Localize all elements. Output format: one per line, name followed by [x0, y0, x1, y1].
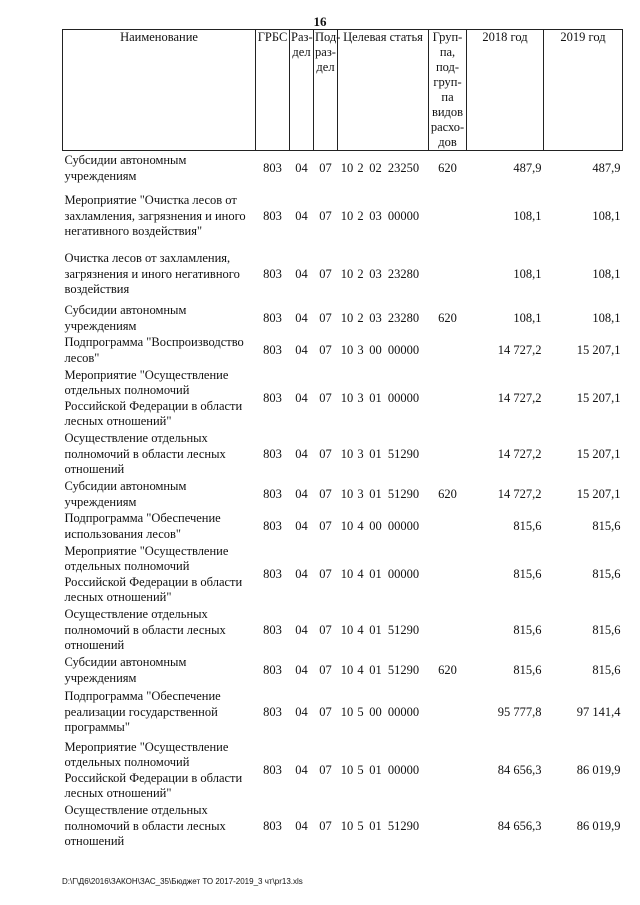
row-target-event: 01	[369, 818, 382, 833]
row-amount-2019: 487,9	[592, 161, 621, 175]
header-razdel: Раз- дел	[290, 30, 314, 151]
row-name: Подпрограмма "Обеспечение использования лесов"	[64, 511, 221, 541]
row-target-program: 10	[340, 342, 354, 357]
row-name: Субсидии автономным учреждениям	[64, 153, 187, 183]
row-razdel: 04	[295, 310, 308, 325]
row-amount-2019: 97 141,4	[576, 704, 621, 719]
row-target-subprogram: 5	[357, 762, 364, 777]
row-amount-2018: 95 777,8	[497, 704, 542, 719]
header-podrazdel: Под- раз- дел	[314, 30, 338, 151]
row-razdel: 04	[295, 266, 308, 281]
header-target-article: Целевая статья	[338, 30, 429, 151]
row-podrazdel: 07	[319, 518, 332, 533]
table-row	[63, 607, 623, 655]
row-name: Осуществление отдельных полномочий в области лесных отношений	[64, 607, 226, 653]
table-row	[63, 247, 623, 303]
row-amount-2018: 815,6	[513, 566, 542, 581]
row-name: Подпрограмма "Обеспечение реализации государственной программы"	[64, 689, 221, 735]
row-target-direction: 23280	[387, 266, 420, 281]
row-expense-group: 620	[438, 310, 457, 325]
row-razdel: 04	[295, 342, 308, 357]
row-podrazdel: 07	[319, 161, 332, 175]
row-razdel: 04	[295, 622, 308, 637]
row-target-direction: 00000	[387, 566, 420, 581]
row-target-article	[338, 479, 429, 511]
row-name: Осуществление отдельных полномочий в области лесных отношений	[64, 803, 226, 849]
row-target-program: 10	[340, 310, 354, 325]
row-target-subprogram: 5	[357, 704, 364, 719]
row-razdel: 04	[295, 486, 308, 501]
row-target-program: 10	[340, 762, 354, 777]
table-row	[63, 803, 623, 851]
row-target-program: 10	[340, 622, 354, 637]
table-row	[63, 543, 623, 607]
row-grbs: 803	[263, 704, 282, 719]
row-grbs: 803	[263, 566, 282, 581]
row-target-event: 03	[369, 310, 382, 325]
row-target-event: 00	[369, 342, 382, 357]
row-target-article	[338, 511, 429, 543]
row-podrazdel: 07	[319, 762, 332, 777]
row-target-event: 00	[369, 518, 382, 533]
row-amount-2018: 14 727,2	[497, 342, 542, 357]
row-target-program: 10	[340, 208, 354, 223]
row-target-event: 03	[369, 266, 382, 281]
row-target-direction: 23250	[387, 161, 420, 175]
row-target-article	[338, 803, 429, 851]
row-target-subprogram: 3	[357, 486, 364, 501]
row-target-subprogram: 4	[357, 622, 364, 637]
row-target-subprogram: 4	[357, 518, 364, 533]
row-amount-2019: 15 207,1	[576, 390, 621, 405]
header-name: Наименование	[63, 30, 256, 151]
table-row	[63, 151, 623, 187]
row-target-program: 10	[340, 446, 354, 461]
row-amount-2019: 86 019,9	[576, 762, 621, 777]
row-amount-2019: 108,1	[592, 208, 621, 223]
row-grbs: 803	[263, 446, 282, 461]
row-name: Субсидии автономным учреждениям	[64, 479, 187, 509]
row-amount-2018: 84 656,3	[497, 818, 542, 833]
row-target-article	[338, 607, 429, 655]
row-target-event: 01	[369, 486, 382, 501]
row-target-direction: 00000	[387, 208, 420, 223]
row-razdel: 04	[295, 446, 308, 461]
row-amount-2019: 815,6	[592, 518, 621, 533]
row-target-direction: 51290	[387, 662, 420, 677]
row-amount-2019: 108,1	[592, 266, 621, 281]
row-amount-2018: 14 727,2	[497, 446, 542, 461]
row-target-article	[338, 247, 429, 303]
row-razdel: 04	[295, 518, 308, 533]
file-path-footer: D:\Г\Д6\2016\ЗАКОН\ЗАС_35\Бюджет ТО 2017-2019_3 чт\pr13.xls	[62, 877, 303, 886]
row-target-direction: 00000	[387, 762, 420, 777]
row-amount-2018: 84 656,3	[497, 762, 542, 777]
row-podrazdel: 07	[319, 818, 332, 833]
row-grbs: 803	[263, 818, 282, 833]
row-podrazdel: 07	[319, 208, 332, 223]
row-target-event: 02	[369, 161, 382, 175]
row-target-event: 01	[369, 662, 382, 677]
row-target-event: 00	[369, 704, 382, 719]
row-name: Субсидии автономным учреждениям	[64, 303, 187, 333]
row-target-direction: 00000	[387, 342, 420, 357]
table-row	[63, 431, 623, 479]
row-target-event: 01	[369, 390, 382, 405]
row-podrazdel: 07	[319, 342, 332, 357]
row-podrazdel: 07	[319, 446, 332, 461]
row-grbs: 803	[263, 622, 282, 637]
row-expense-group: 620	[438, 486, 457, 501]
row-podrazdel: 07	[319, 622, 332, 637]
table-row	[63, 655, 623, 687]
row-podrazdel: 07	[319, 566, 332, 581]
row-target-subprogram: 3	[357, 342, 364, 357]
row-target-event: 01	[369, 622, 382, 637]
header-year-2019: 2019 год	[544, 30, 623, 151]
row-target-direction: 00000	[387, 518, 420, 533]
row-target-subprogram: 4	[357, 566, 364, 581]
row-podrazdel: 07	[319, 704, 332, 719]
row-expense-group	[429, 739, 467, 803]
row-target-article	[338, 543, 429, 607]
row-amount-2019: 815,6	[592, 566, 621, 581]
row-amount-2019: 815,6	[592, 662, 621, 677]
row-amount-2018: 14 727,2	[497, 486, 542, 501]
row-amount-2019: 15 207,1	[576, 342, 621, 357]
row-podrazdel: 07	[319, 390, 332, 405]
row-name: Осуществление отдельных полномочий в области лесных отношений	[64, 431, 226, 477]
row-target-event: 03	[369, 208, 382, 223]
row-target-article	[338, 303, 429, 335]
row-name: Мероприятие "Осуществление отдельных полномочий Российской Федерации в области лесных отношений"	[64, 367, 243, 428]
row-target-program: 10	[340, 390, 354, 405]
row-podrazdel: 07	[319, 310, 332, 325]
row-razdel: 04	[295, 818, 308, 833]
row-target-program: 10	[340, 266, 354, 281]
row-name: Мероприятие "Осуществление отдельных полномочий Российской Федерации в области лесных отношений"	[64, 543, 243, 604]
row-target-subprogram: 2	[357, 310, 364, 325]
row-podrazdel: 07	[319, 662, 332, 677]
row-razdel: 04	[295, 762, 308, 777]
row-target-event: 01	[369, 566, 382, 581]
row-target-program: 10	[340, 662, 354, 677]
row-grbs: 803	[263, 662, 282, 677]
row-name: Мероприятие "Осуществление отдельных полномочий Российской Федерации в области лесных отношений"	[64, 739, 243, 800]
row-amount-2018: 815,6	[513, 662, 542, 677]
table-row	[63, 511, 623, 543]
row-target-subprogram: 3	[357, 390, 364, 405]
row-amount-2018: 815,6	[513, 622, 542, 637]
row-target-event: 01	[369, 446, 382, 461]
row-expense-group	[429, 247, 467, 303]
row-amount-2018: 487,9	[513, 161, 542, 175]
budget-table	[62, 29, 623, 851]
row-amount-2019: 86 019,9	[576, 818, 621, 833]
row-target-article	[338, 687, 429, 739]
row-amount-2018: 108,1	[513, 208, 542, 223]
table-row	[63, 479, 623, 511]
table-row	[63, 687, 623, 739]
table-row	[63, 303, 623, 335]
row-target-direction: 51290	[387, 486, 420, 501]
row-grbs: 803	[263, 518, 282, 533]
row-target-program: 10	[340, 704, 354, 719]
row-amount-2018: 815,6	[513, 518, 542, 533]
row-target-subprogram: 2	[357, 208, 364, 223]
row-grbs: 803	[263, 342, 282, 357]
row-target-article	[338, 187, 429, 247]
row-target-article	[338, 655, 429, 687]
row-grbs: 803	[263, 486, 282, 501]
row-expense-group	[429, 187, 467, 247]
row-target-program: 10	[340, 566, 354, 581]
row-grbs: 803	[263, 390, 282, 405]
row-target-subprogram: 2	[357, 161, 364, 175]
row-grbs: 803	[263, 161, 282, 175]
header-grbs: ГРБС	[256, 30, 290, 151]
row-grbs: 803	[263, 762, 282, 777]
row-target-article	[338, 431, 429, 479]
row-razdel: 04	[295, 208, 308, 223]
row-target-article	[338, 739, 429, 803]
table-row	[63, 739, 623, 803]
row-expense-group	[429, 543, 467, 607]
row-grbs: 803	[263, 266, 282, 281]
row-podrazdel: 07	[319, 486, 332, 501]
row-target-direction: 51290	[387, 446, 420, 461]
row-target-article	[338, 335, 429, 367]
table-row	[63, 367, 623, 431]
row-target-subprogram: 2	[357, 266, 364, 281]
row-razdel: 04	[295, 161, 308, 175]
row-target-direction: 23280	[387, 310, 420, 325]
header-expense-group: Груп- па, под- груп- па видов расхо- дов	[429, 30, 467, 151]
row-grbs: 803	[263, 310, 282, 325]
row-amount-2019: 15 207,1	[576, 486, 621, 501]
row-target-program: 10	[340, 161, 354, 175]
row-grbs: 803	[263, 208, 282, 223]
row-target-program: 10	[340, 486, 354, 501]
row-razdel: 04	[295, 390, 308, 405]
row-amount-2019: 15 207,1	[576, 446, 621, 461]
row-target-direction: 51290	[387, 818, 420, 833]
row-expense-group: 620	[438, 662, 457, 677]
row-expense-group	[429, 511, 467, 543]
row-razdel: 04	[295, 566, 308, 581]
row-target-direction: 00000	[387, 704, 420, 719]
row-target-direction: 00000	[387, 390, 420, 405]
row-expense-group	[429, 607, 467, 655]
table-header-row	[63, 30, 623, 151]
row-amount-2018: 108,1	[513, 310, 542, 325]
row-target-direction: 51290	[387, 622, 420, 637]
row-amount-2019: 108,1	[592, 310, 621, 325]
row-expense-group	[429, 687, 467, 739]
row-amount-2018: 108,1	[513, 266, 542, 281]
row-target-program: 10	[340, 518, 354, 533]
row-expense-group	[429, 367, 467, 431]
row-expense-group	[429, 335, 467, 367]
row-podrazdel: 07	[319, 266, 332, 281]
header-year-2018: 2018 год	[467, 30, 544, 151]
row-amount-2019: 815,6	[592, 622, 621, 637]
page-number: 16	[313, 14, 327, 29]
table-row	[63, 335, 623, 367]
row-name: Подпрограмма "Воспроизводство лесов"	[64, 335, 244, 365]
row-expense-group	[429, 803, 467, 851]
row-target-article	[338, 151, 429, 187]
row-name: Очистка лесов от захламления, загрязнения и иного негативного воздействия	[64, 251, 240, 297]
row-amount-2018: 14 727,2	[497, 390, 542, 405]
table-row	[63, 187, 623, 247]
row-expense-group	[429, 431, 467, 479]
row-target-subprogram: 3	[357, 446, 364, 461]
row-razdel: 04	[295, 704, 308, 719]
row-target-program: 10	[340, 818, 354, 833]
row-name: Мероприятие "Очистка лесов от захламления, загрязнения и иного негативного воздействия"	[64, 193, 246, 239]
row-target-subprogram: 5	[357, 818, 364, 833]
row-expense-group: 620	[438, 161, 457, 175]
row-razdel: 04	[295, 662, 308, 677]
row-target-article	[338, 367, 429, 431]
row-target-event: 01	[369, 762, 382, 777]
row-name: Субсидии автономным учреждениям	[64, 655, 187, 685]
table-body	[63, 151, 623, 851]
row-target-subprogram: 4	[357, 662, 364, 677]
